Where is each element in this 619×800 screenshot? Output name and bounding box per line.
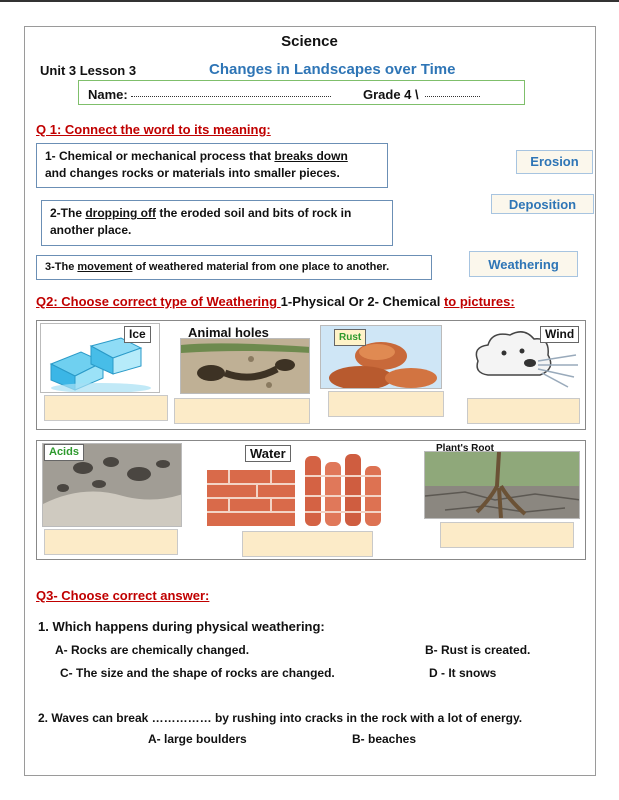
water-label: Water [245,445,291,462]
q2-heading [36,294,515,309]
water-answer-box[interactable] [242,531,373,557]
grade-field[interactable] [425,96,480,97]
q3-question-2: 2. Waves can break …………… by rushing into cracks in the rock with a lot of energy. [38,711,523,725]
q3-question-1: 1. Which happens during physical weathering: [38,619,325,634]
word-deposition[interactable]: Deposition [491,194,594,214]
def3-text-b: of weathered material from one place to another. [132,261,390,273]
name-grade-box [78,80,525,105]
word-erosion[interactable]: Erosion [516,150,593,174]
q3-2-option-b[interactable]: B- beaches [352,732,417,746]
rust-answer-box[interactable] [328,391,444,417]
q3-1-option-a[interactable]: A- Rocks are chemically changed. [55,643,250,657]
animal-holes-label: Animal holes [188,325,269,340]
q3-2-option-a[interactable]: A- large boulders [148,732,247,746]
q3-heading: Q3- Choose correct answer: [36,588,210,603]
name-label: Name: [88,87,128,102]
wind-label: Wind [540,326,579,343]
ice-answer-box[interactable] [44,395,168,421]
q3-1-option-c[interactable]: C- The size and the shape of rocks are changed. [60,666,335,680]
ice-label: Ice [124,326,151,343]
grade-label: Grade 4 \ [363,87,419,102]
definition-2[interactable] [41,200,393,246]
eroded-bricks-icon [205,446,393,530]
name-field[interactable] [131,96,331,97]
wind-answer-box[interactable] [467,398,580,424]
def2-underlined: dropping off [85,206,156,220]
def2-text-c: another place. [50,223,132,237]
q1-heading: Q 1: Connect the word to its meaning: [36,122,271,137]
acids-answer-box[interactable] [44,529,178,555]
plants-root-label: Plant's Root [436,443,494,454]
definition-3[interactable] [36,255,432,280]
definition-1[interactable] [36,143,388,188]
rust-label: Rust [334,329,366,346]
def1-text-a: 1- Chemical or mechanical process that [45,149,275,163]
plants-root-picture [424,451,580,519]
def1-underlined: breaks down [274,149,348,163]
tree-root-icon [425,452,580,519]
animal-holes-answer-box[interactable] [174,398,310,424]
q2-heading-part3: to pictures: [443,294,515,309]
def1-text-b: and changes rocks or materials into smaller pieces. [45,166,340,180]
q3-1-option-d[interactable]: D - It snows [429,666,497,680]
def2-text-b: the eroded soil and bits of rock in [155,206,352,220]
acids-label: Acids [44,444,84,461]
word-weathering[interactable]: Weathering [469,251,578,277]
def3-underlined: movement [77,261,133,273]
top-rule [0,0,619,2]
lesson-title: Changes in Landscapes over Time [209,61,456,78]
water-picture [205,446,393,530]
burrow-icon [181,339,310,394]
plants-root-answer-box[interactable] [440,522,574,548]
q3-1-option-b[interactable]: B- Rust is created. [425,643,531,657]
unit-lesson: Unit 3 Lesson 3 [40,63,137,78]
q2-heading-part2: 1-Physical Or 2- Chemical [280,294,444,309]
q2-heading-part1: Q2: Choose correct type of Weathering [36,294,281,309]
def2-text-a: 2-The [50,206,86,220]
subject-title: Science [281,33,338,50]
def3-text-a: 3-The [45,261,78,273]
animal-holes-picture [180,338,310,394]
